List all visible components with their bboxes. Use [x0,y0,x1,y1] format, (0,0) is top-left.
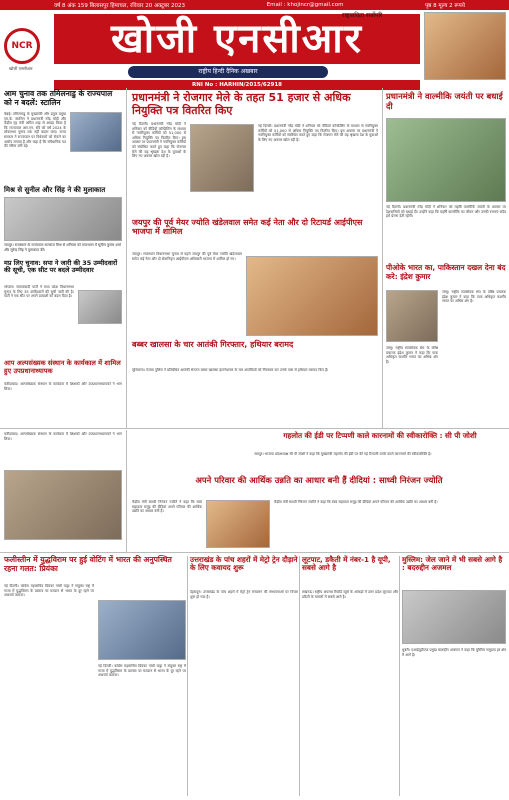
story-sanstha-continued: फरीदाबाद। अल्पसंख्यक संस्थान के कार्यक्रम में शिक्षकों और उपप्रधानाध्यापकों ने भाग लिया। [4,432,122,441]
story-babbar-headline[interactable]: बब्बर खालसा के चार आतंकी गिरफ्तार, हथियार बरामद [132,340,294,349]
issue-line: वर्ष 8 अंक 159 बिलासपुर हिमाचल, रविवार 20 अक्टूबर 2023 [54,3,186,9]
story-jail-body: धुबरी। एआईयूडीएफ प्रमुख बदरुद्दीन अजमल ने कहा कि मुस्लिम समुदाय हर क्षेत्र में आगे है। [402,648,506,657]
vacancy-photo [78,290,122,324]
story-pok-headline-right[interactable]: पीओके भारत का, पाकिस्तान दखल देना बंद करे: इंद्रेश कुमार [386,263,506,281]
story-sanstha-headline[interactable]: आप अल्पसंख्यक संस्थान के कार्यकाल में शामिल हुए उपप्रधानाध्यापक [4,359,121,375]
story-gehlot-headline[interactable]: गहलोत की ईडी पर टिप्पणी काले कारनामों की स्वीकारोक्ति : सी पी जोशी [283,431,477,440]
story-vacancy-headline[interactable]: मप्र लिए चुनाव: सपा ने जारी की 35 उम्मीदवारों की सूची, एक सीट पर बदले उम्मीदवार [4,259,118,275]
ajmal-photo [402,590,506,644]
story-valmiki-headline[interactable]: प्रधानमंत्री ने वाल्मीकि जयंती पर बधाई दी [386,91,503,111]
story-lead-headline[interactable]: प्रधानमंत्री ने रोजगार मेले के तहत 51 हजार से अधिक नियुक्ति पत्र वितरित किए [132,91,351,117]
story-loot-body: लखनऊ। राष्ट्रीय अपराध रिकॉर्ड ब्यूरो के आंकड़ों में उत्तर प्रदेश लूटपाट और डकैती के मामलों में सबसे आगे है। [302,590,398,599]
newspaper-title: खोजी एनसीआर [54,14,420,64]
masthead-photo [424,12,506,80]
pages-price: पृष्ठ 8 मूल्य 2 रूपये [425,3,465,9]
email-text[interactable]: Email : khojincr@gmail.com [266,2,344,8]
meeting-photo [4,197,122,241]
rni-number: RNI No : HARHIN/2015/62918 [54,80,420,90]
story-priyanka-headline[interactable]: फलीस्तीन में युद्धविराम पर हुई वोटिंग में भारत की अनुपस्थित रहना गलत: प्रियंका [4,555,172,573]
story-vacancy-body: भोपाल। समाजवादी पार्टी ने मध्य प्रदेश विधानसभा चुनाव के लिए 35 उम्मीदवारों की सूची जारी की है। पार्टी ने एक सीट पर अपने प्रत्याशी को बदल दिया है। [4,285,74,299]
story-valmiki-body: नई दिल्ली। प्रधानमंत्री नरेंद्र मोदी ने शनिवार को महर्षि वाल्मीकि जयंती के अवसर पर देशवासियों को बधाई दी। उन्होंने कहा कि महर्षि वाल्मीकि का जीवन और उनकी रचनाएं सदैव हमें प्रेरणा देती रहेंगी। [386,205,506,219]
story-jail-headline[interactable]: मुस्लिम: जेल जाने में भी सबसे आगे है : बदरुद्दीन अजमल [402,555,503,573]
issue-bar [0,0,509,10]
story-sanstha-body: फरीदाबाद। अल्पसंख्यक संस्थान के कार्यक्रम में शिक्षकों और उपप्रधानाध्यापकों ने भाग लिया। [4,382,122,391]
left-bottom-photo [4,470,122,540]
priyanka-photo [98,600,186,660]
story-sadhvi-body-2: केंद्रीय मंत्री साध्वी निरंजन ज्योति ने कहा कि स्वयं सहायता समूह की दीदियां अपने परिवार की आर्थिक उन्नति का आधार बनी हैं। [274,500,438,504]
story-meeting-headline[interactable]: मिश्र से सुनील और सिंह ने की मुलाकात [4,186,106,194]
story-jaipur-body: जयपुर। राजस्थान विधानसभा चुनाव से पहले जयपुर की पूर्व मेयर ज्योति खंडेलवाल समेत कई नेता और दो सेवानिवृत्त आईपीएस अधिकारी भाजपा में शामिल हो गए। [132,252,242,261]
newspaper-subtitle: राष्ट्रीय हिन्दी दैनिक अखबार [128,66,328,78]
sadhvi-photo [206,500,270,548]
story-tamilnadu-headline[interactable]: आम चुनाव तक तमिलनाडु के राज्यपाल को न बदलें: स्टालिन [4,89,113,107]
story-uttarakhand-body: देहरादून। उत्तराखंड के पांच शहरों में मेट्रो ट्रेन संचालन की संभावनाओं पर विचार शुरू हो गया है। [190,590,298,599]
story-gehlot-body: जयपुर। भाजपा प्रदेशाध्यक्ष सी पी जोशी ने कहा कि मुख्यमंत्री गहलोत की ईडी पर की गई टिप्पणी उनके काले कारनामों की स्वीकारोक्ति है। [254,452,432,456]
story-babbar-body: लुधियाना। पंजाब पुलिस ने प्रतिबंधित आतंकी संगठन बब्बर खालसा इंटरनेशनल के चार आतंकियों को गिरफ्तार कर उनके पास से हथियार बरामद किए हैं। [132,368,329,372]
story-jaipur-headline[interactable]: जयपुर की पूर्व मेयर ज्योति खंडेलवाल समेत कई नेता और दो रिटायर्ड आईपीएस भाजपा में शामिल [132,218,363,237]
story-meeting-caption: जयपुर। राजस्थान के राज्यपाल कलराज मिश्र से शनिवार को राजभवन में सुनील कुमार शर्मा और सुरेन्द्र सिंह ने मुलाकात की। [4,243,121,252]
ncr-logo: NCR [4,28,40,64]
pm-rozgar-photo [190,124,254,192]
valmiki-photo [386,118,506,202]
story-lead-body: नई दिल्ली। प्रधानमंत्री नरेंद्र मोदी ने शनिवार को वीडियो कॉन्फ्रेंसिंग के माध्यम से नवनियुक्त कर्मियों को 51,000 से अधिक नियुक्ति पत्र वितरित किए। इस अवसर पर प्रधानमंत्री ने नवनियुक्त कर्मियों को संबोधित करते हुए कहा कि रोजगार मेले की यह श्रृंखला देश के युवाओं के लिए नए अवसर खोल रही है। [132,122,186,159]
story-loot-headline[interactable]: लूटपाट, डकैती में नंबर-1 है यूपी, सबसे आगे है [302,555,391,573]
masthead [0,10,509,88]
editor-tag: राष्ट्रवादिता सर्वोपरि [342,12,383,19]
indresh-photo [386,290,438,342]
stalin-photo [70,112,122,152]
story-uttarakhand-headline[interactable]: उत्तराखंड के पांच शहरों में मेट्रो ट्रेन दौड़ाने के लिए कवायद शुरू [190,555,298,573]
story-priyanka-body-2: नई दिल्ली। कांग्रेस महासचिव प्रियंका गांधी वाड्रा ने संयुक्त राष्ट्र में गाजा में युद्धविराम के प्रस्ताव पर मतदान से भारत के दूर रहने पर आश्चर्य जताया। [98,664,186,678]
story-sadhvi-headline[interactable]: अपने परिवार की आर्थिक उन्नति का आधार बनी हैं दीदियां : साध्वी निरंजन ज्योति [195,475,443,485]
story-pok-body-2: जम्मू। राष्ट्रीय स्वयंसेवक संघ के वरिष्ठ प्रचारक इंद्रेश कुमार ने कहा कि पाक अधिकृत कश्मीर भारत का अभिन्न अंग है। [386,346,438,364]
jaipur-bjp-photo [246,256,378,336]
story-priyanka-body: नई दिल्ली। कांग्रेस महासचिव प्रियंका गांधी वाड्रा ने संयुक्त राष्ट्र में गाजा में युद्धविराम के प्रस्ताव पर मतदान से भारत के दूर रहने पर आश्चर्य जताया। [4,584,94,598]
story-sadhvi-body: केंद्रीय मंत्री साध्वी निरंजन ज्योति ने कहा कि स्वयं सहायता समूह की दीदियां अपने परिवार की आर्थिक उन्नति का आधार बनी हैं। [132,500,202,514]
logo-tagline: खोजी एनसीआर [9,66,33,71]
story-tamilnadu-body: चेन्नई। तमिलनाडु के मुख्यमंत्री और द्रमुक प्रमुख एम.के. स्टालिन ने प्रधानमंत्री नरेंद्र मोदी और केंद्रीय गृह मंत्री अमित शाह से आग्रह किया है कि राज्यपाल आर.एन. रवि को वर्ष 2024 के लोकसभा चुनाव तक नहीं बदला जाए। राज्य सरकार ने राज्यपाल पर विधेयकों को रोकने का आरोप लगाया है और कहा है कि संवैधानिक पद की गरिमा बनी रहे। [4,112,66,149]
story-lead-body-2: नई दिल्ली। प्रधानमंत्री नरेंद्र मोदी ने शनिवार को वीडियो कॉन्फ्रेंसिंग के माध्यम से नवनियुक्त कर्मियों को 51,000 से अधिक नियुक्ति पत्र वितरित किए। इस अवसर पर प्रधानमंत्री ने नवनियुक्त कर्मियों को संबोधित करते हुए कहा कि रोजगार मेले की यह श्रृंखला देश के युवाओं के लिए नए अवसर खोल रही है। [258,124,378,142]
story-pok-body: जम्मू। राष्ट्रीय स्वयंसेवक संघ के वरिष्ठ प्रचारक इंद्रेश कुमार ने कहा कि पाक अधिकृत कश्मीर भारत का अभिन्न अंग है। [442,290,506,304]
